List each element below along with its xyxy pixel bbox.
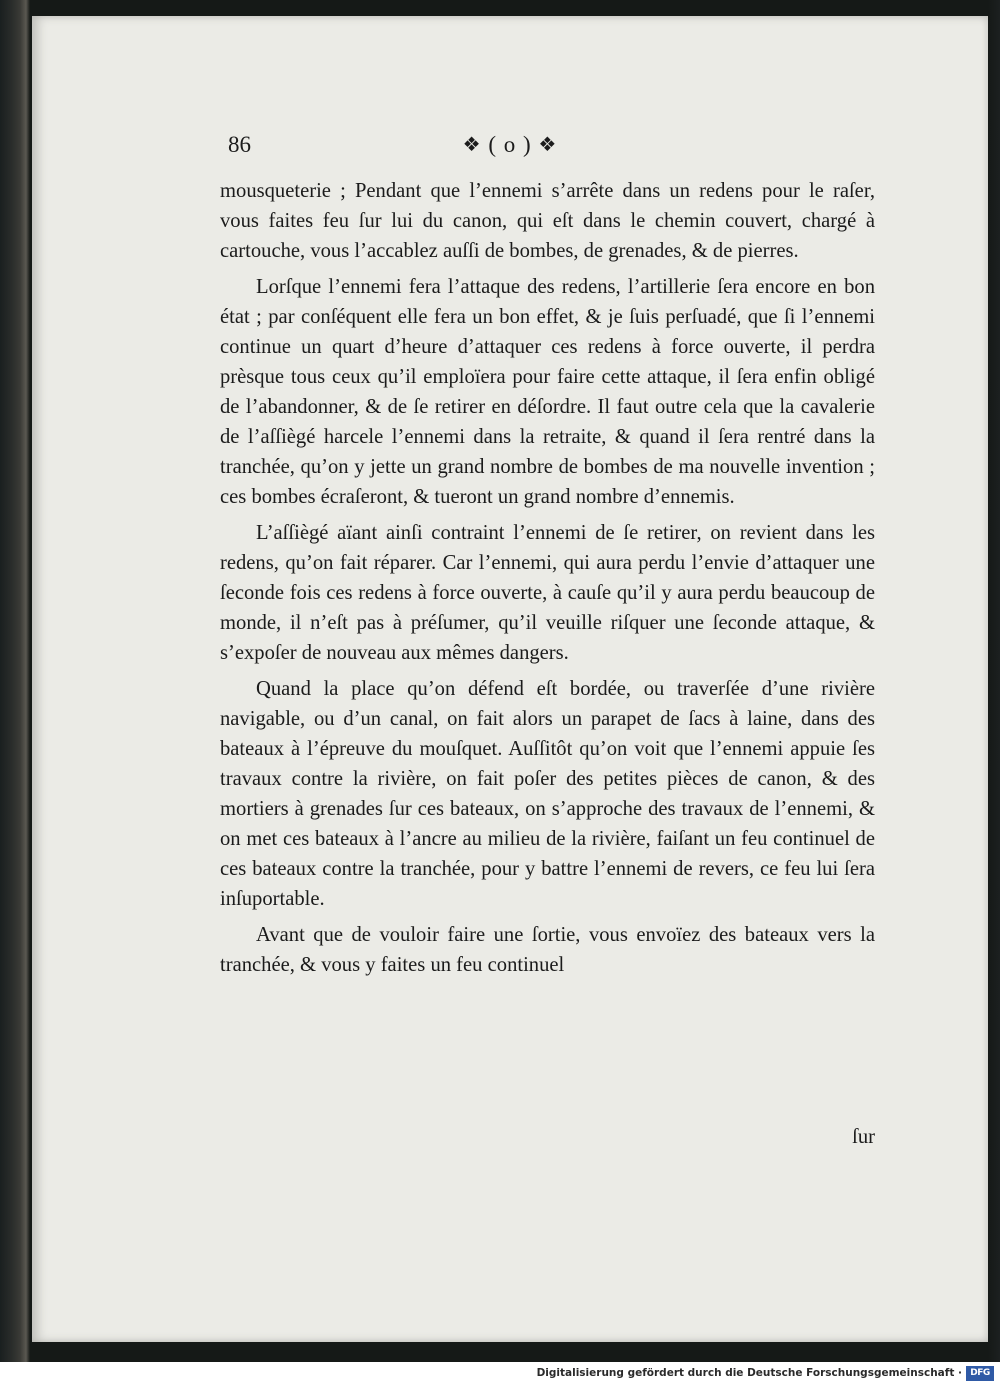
paragraph: L’aſſiègé aïant ainſi contraint l’ennemi de ſe retirer, on revient dans les redens, qu’on fait réparer. Car l’ennemi, qui aura perdu l’envie d’attaquer une ſeconde fois ces redens à force ouverte, à cauſe qu’il y aura perdu beaucoup de monde, il n’eſt pas à préſumer, qu’il veuille riſquer une ſeconde attaque, & s’expoſer de nouveau aux mêmes dangers.: [220, 522, 875, 664]
dfg-logo: DFG: [966, 1366, 994, 1381]
paragraph: Avant que de vouloir faire une ſortie, vous envoïez des bateaux vers la tranchée, & vous y faites un feu continuel: [220, 924, 875, 976]
page-header: [32, 132, 988, 168]
footer-bar: [0, 1362, 1000, 1386]
book-page: [32, 16, 988, 1342]
paragraph: mousqueterie ; Pendant que l’ennemi s’arrête dans un redens pour le raſer, vous faites feu ſur lui du canon, qui eſt dans le chemin couvert, chargé à cartouche, vous l’accablez auſſi de bombes, de grenades, & de pierres.: [220, 180, 875, 262]
running-head: [32, 132, 988, 158]
paragraph: Lorſque l’ennemi fera l’attaque des redens, l’artillerie ſera encore en bon état ; par conſéquent elle fera un bon effet, & je ſuis perſuadé, que ſi l’ennemi continue un quart d’heure d’attaquer ces redens à force ouverte, il perdra prèsque tous ceux qu’il emploïera pour faire cette attaque, il ſera enfin obligé de l’abandonner, & de ſe retirer en déſordre. Il faut outre cela que la cavalerie de l’aſſiègé harcele l’ennemi dans la retraite, & quand il ſera rentré dans la tranchée, qu’on y jette un grand nombre de bombes de ma nouvelle invention ; ces bombes écraſeront, & tueront un grand nombre d’ennemis.: [220, 276, 875, 508]
running-head-text: ( o ): [488, 132, 532, 157]
funding-credit: Digitalisierung gefördert durch die Deutsche Forschungsgemeinschaft ·: [536, 1367, 962, 1379]
catchword: ſur: [852, 1126, 875, 1148]
page-number: 86: [228, 132, 251, 157]
ornament-right-icon: ❖: [538, 134, 558, 156]
text-block: [220, 176, 875, 986]
ornament-left-icon: ❖: [462, 134, 482, 156]
paragraph: Quand la place qu’on défend eſt bordée, ou traverſée d’une rivière navigable, ou d’un canal, on fait alors un parapet de ſacs à laine, dans des bateaux à l’épreuve du mouſquet. Auſſitôt qu’on voit que l’ennemi appuie ſes travaux contre la rivière, on fait poſer des petites pièces de canon, & des mortiers à grenades ſur ces bateaux, on s’approche des travaux de l’ennemi, & on met ces bateaux à l’ancre au milieu de la rivière, faiſant un feu continuel de ces bateaux contre la tranchée, pour y battre l’ennemi de revers, ce feu lui ſera inſuportable.: [220, 678, 875, 910]
